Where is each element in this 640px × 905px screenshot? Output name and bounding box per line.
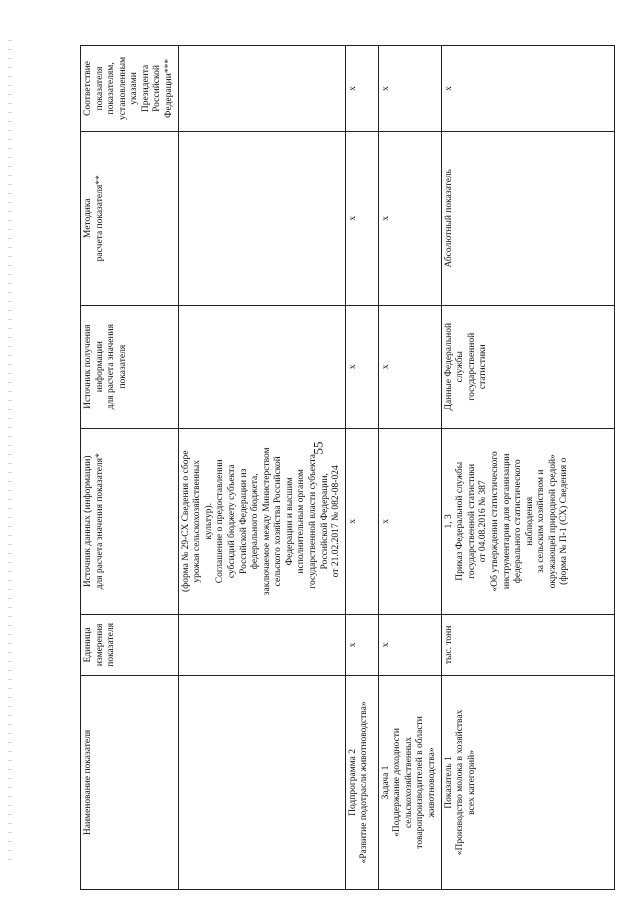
table-cell [178,305,345,428]
table-cell: Подпрограмма 2 «Развитие подотрасли животноводства» [345,675,378,889]
table-cell: Абсолютный показатель [441,131,614,305]
table-cell [178,614,345,675]
table-cell: Данные Федеральной службы государственной статистики [441,305,614,428]
table-cell: х [378,305,441,428]
table-cell: х [378,614,441,675]
indicator-table-container [80,45,615,890]
table-cell: х [378,131,441,305]
table-cell: Показатель 1 «Производство молока в хозяйствах всех категорий» [441,675,614,889]
table-row [378,46,441,890]
table-header-row [81,46,179,890]
table-cell: х [345,131,378,305]
table-cell: тыс. тонн [441,614,614,675]
table-cell: 1, 3 Приказ Федеральной службы государственной статистики от 04.08.2016 № 387 «Об утверждении статистического инструментария для организации федерального статистического наблюдения за сельским хозяйством и окружающей природной средой» (форма № П-1 (СХ) Сведения о [441,428,614,614]
table-cell: х [378,428,441,614]
table-cell: х [345,46,378,132]
table-cell: х [345,614,378,675]
rotated-table-wrapper [80,45,615,890]
margin-binding-marks [8,40,12,865]
table-row [345,46,378,890]
table-cell: (форма № 29-СХ Сведения о сборе урожая сельскохозяйственных культур). Соглашение о предоставлении субсидий бюджету субъекта Российской Федерации из федерального бюджета, заключаемое между Министерством сельского хозяйства Российской Федерации и высшим исполнительным органом государственной власти субъекта Российской Федерации, от 21.02.2017 № 082-08-024 [178,428,345,614]
header-decree-compliance: Соответствие показателя показателям, установленным указами Президента Российской Федерации*** [81,46,179,132]
header-data-source: Источник данных (информации) для расчета значения показателя* [81,428,179,614]
table-cell: х [441,46,614,132]
table-row [178,46,345,890]
header-method: Методика расчета показателя** [81,131,179,305]
table-cell [178,46,345,132]
table-cell [178,675,345,889]
indicator-table [80,45,615,890]
table-cell: Задача 1 «Поддержание доходности сельскохозяйственных товаропроизводителей в области животноводства» [378,675,441,889]
table-cell: х [345,305,378,428]
table-cell [178,131,345,305]
table-cell: х [345,428,378,614]
table-cell: х [378,46,441,132]
table-row [441,46,614,890]
header-info-source: Источник получения информации для расчета значения показателя [81,305,179,428]
header-unit: Единица измерения показателя [81,614,179,675]
page-number: 55 [310,441,326,455]
header-indicator-name: Наименование показателя [81,675,179,889]
